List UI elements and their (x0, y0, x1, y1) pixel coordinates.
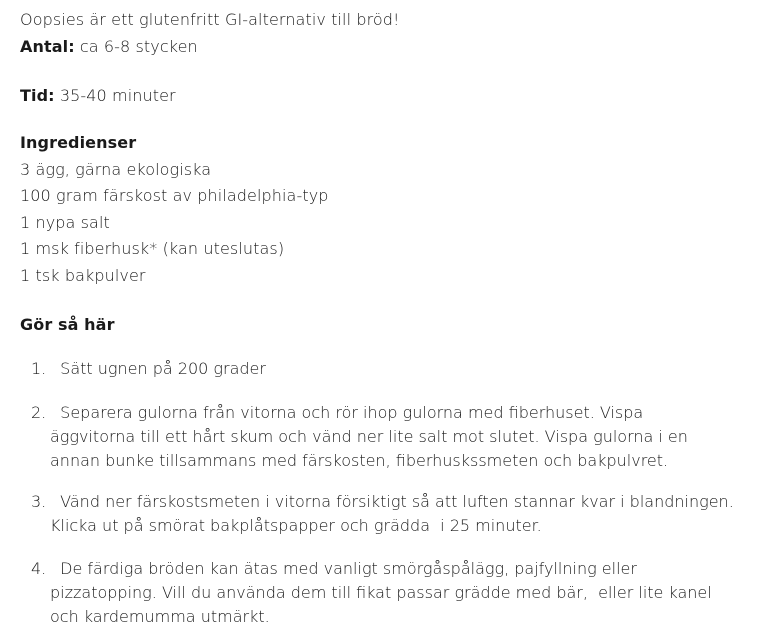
ingredient-item: 1 msk fiberhusk* (kan uteslutas) (20, 239, 285, 258)
step-line: annan bunke tillsammans med färskosten, fiberhuskssmeten och bakpulvret. (50, 451, 669, 470)
ingredient-item: 1 nypa salt (20, 213, 110, 232)
step-line: Sätt ugnen på 200 grader (50, 359, 266, 378)
servings-label: Antal: (20, 37, 75, 56)
step-line: Separera gulorna från vitorna och rör ihop gulorna med fiberhuset. Vispa (50, 403, 644, 422)
servings-value: ca 6-8 stycken (74, 37, 198, 56)
step-number: 1. (31, 359, 47, 378)
ingredient-item: 1 tsk bakpulver (20, 266, 146, 285)
intro-text: Oopsies är ett glutenfritt GI-alternativ till bröd! (20, 10, 400, 29)
ingredients-heading: Ingredienser (20, 133, 137, 152)
step-line: och kardemumma utmärkt. (50, 607, 270, 626)
step-line: Vänd ner färskostsmeten i vitorna försiktigt så att luften stannar kvar i blandningen. (50, 492, 734, 511)
step-number: 2. (31, 403, 47, 422)
step-number: 3. (31, 492, 47, 511)
step-line: Klicka ut på smörat bakplåtspapper och grädda i 25 minuter. (50, 516, 542, 535)
step-number: 4. (31, 559, 47, 578)
time-label: Tid: (20, 86, 55, 105)
step-text (50, 557, 768, 629)
ingredient-item: 3 ägg, gärna ekologiska (20, 160, 212, 179)
step-text (50, 490, 768, 538)
time-line (20, 84, 176, 108)
method-heading: Gör så här (20, 315, 115, 334)
step-line: pizzatopping. Vill du använda dem till fikat passar grädde med bär, eller lite kanel (50, 583, 712, 602)
servings-line (20, 35, 198, 59)
step-line: äggvitorna till ett hårt skum och vänd ner lite salt mot slutet. Vispa gulorna i en (50, 427, 688, 446)
step-text (50, 357, 768, 381)
step-line: De färdiga bröden kan ätas med vanligt smörgåspålägg, pajfyllning eller (50, 559, 637, 578)
time-value: 35-40 minuter (54, 86, 176, 105)
ingredient-item: 100 gram färskost av philadelphia-typ (20, 186, 329, 205)
step-text (50, 401, 768, 473)
